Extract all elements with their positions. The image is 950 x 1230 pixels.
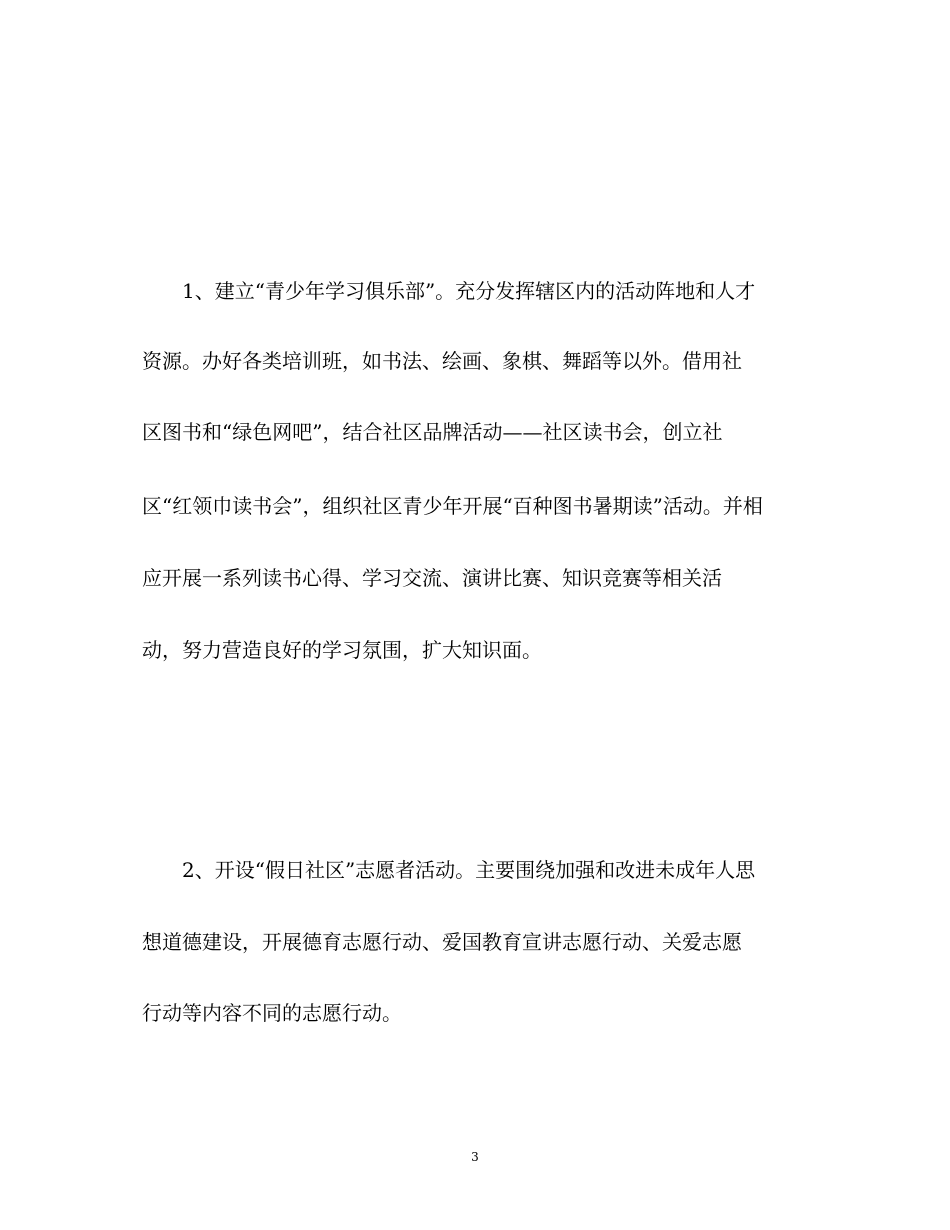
paragraph-line: 1、建立“青少年学习俱乐部”。充分发挥辖区内的活动阵地和人才: [182, 279, 756, 303]
paragraph-line: 行动等内容不同的志愿行动。: [142, 1001, 402, 1025]
paragraph-line: 区图书和“绿色网吧”，结合社区品牌活动——社区读书会，创立社: [142, 420, 723, 444]
page-number: 3: [471, 1150, 479, 1164]
paragraph-line: 区“红领巾读书会”，组织社区青少年开展“百种图书暑期读”活动。并相: [142, 494, 763, 518]
paragraph-line: 想道德建设，开展德育志愿行动、爱国教育宣讲志愿行动、关爱志愿: [142, 930, 742, 954]
paragraph-line: 应开展一系列读书心得、学习交流、演讲比赛、知识竞赛等相关活: [142, 566, 722, 590]
paragraph-line: 2、开设“假日社区”志愿者活动。主要围绕加强和改进未成年人思: [182, 858, 756, 882]
paragraph-line: 动，努力营造良好的学习氛围，扩大知识面。: [142, 638, 542, 662]
paragraph-line: 资源。办好各类培训班，如书法、绘画、象棋、舞蹈等以外。借用社: [142, 349, 742, 373]
